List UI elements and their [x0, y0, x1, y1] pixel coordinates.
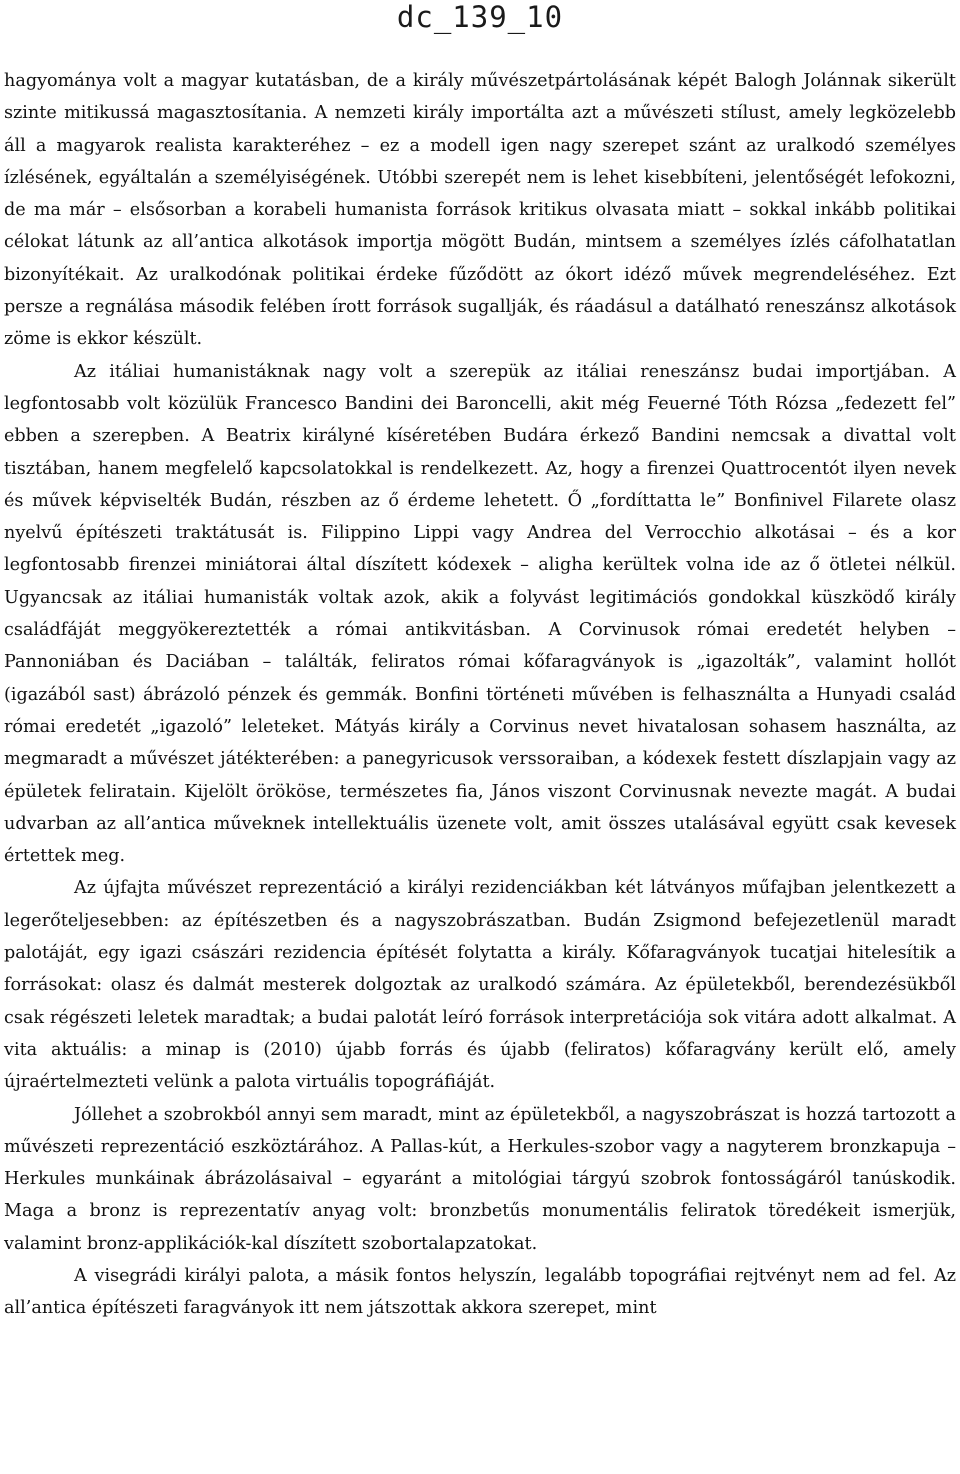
paragraph-2: Az itáliai humanistáknak nagy volt a szerepük az itáliai reneszánsz budai importjában. A legfontosabb volt közülük Francesco Bandini dei Baroncelli, akit még Feuerné Tóth Rózsa „fedezett fel” ebben a szerepben. A Beatrix királyné kíséretében Budára érkező Bandini nemcsak a divattal volt tisztában, hanem megfelelő kapcsolatokkal is rendelkezett. Az, hogy a firenzei Quattrocentót ilyen nevek és művek képviselték Budán, részben az ő érdeme lehetett. Ő „fordíttatta le” Bonfinivel Filarete olasz nyelvű építészeti traktátusát is. Filippino Lippi vagy Andrea del Verrocchio alkotásai – és a kor legfontosabb firenzei miniátorai által díszített kódexek – aligha kerültek volna ide az ő ötletei nélkül. Ugyancsak az itáliai humanisták voltak azok, akik a folyvást legitimációs gondokkal küszködő király családfáját meggyökereztették a római antikvitásban. A Corvinusok római eredetét helyben – Pannoniában és Daciában – találták, feliratos római kőfaragványok is „igazolták”, valamint hollót (igazából sast) ábrázoló pénzek és gemmák. Bonfini történeti művében is felhasználta a Hunyadi család római eredetét „igazoló” leleteket. Mátyás király a Corvinus nevet hivatalosan sohasem használta, az megmaradt a művészet játékterében: a panegyricusok verssoraiban, a kódexek festett díszlapjain vagy az épületek feliratain. Kijelölt örököse, természetes fia, János viszont Corvinusnak nevezte magát. A budai udvarban az all’antica műveknek intellektuális üzenete volt, amit összes utalásával együtt csak kevesek értettek meg. — [4, 361, 956, 867]
paragraph-5: A visegrádi királyi palota, a másik fontos helyszín, legalább topográfiai rejtvényt nem ad fel. Az all’antica építészeti faragványok itt nem játszottak akkora szerepet, mint — [4, 1265, 956, 1319]
paragraph-1: hagyománya volt a magyar kutatásban, de a király művészetpártolásának képét Balogh Jolánnak sikerült szinte mitikussá magasztosítania. A nemzeti király importálta azt a művészeti stílust, amely legközelebb áll a magyarok realista karakteréhez – ez a modell igen nagy szerepet szánt az uralkodó személyes ízlésének, egyáltalán a személyiségének. Utóbbi szerepét nem is lehet kisebbíteni, jelentőségét lefokozni, de ma már – elsősorban a korabeli humanista források kritikus olvasata miatt – sokkal inkább politikai célokat látunk az all’antica alkotások importja mögött Budán, mintsem a személyes ízlés cáfolhatatlan bizonyítékait. Az uralkodónak politikai érdeke fűződött az ókort idéző művek megrendeléséhez. Ezt persze a regnálása második felében írott források sugallják, és ráadásul a datálható reneszánsz alkotások zöme is ekkor készült. — [4, 71, 956, 350]
document-id-header: dc_139_10 — [396, 0, 564, 34]
document-body — [4, 65, 956, 1325]
paragraph-4: Jóllehet a szobrokból annyi sem maradt, mint az épületekből, a nagyszobrászat is hozzá tartozott a művészeti reprezentáció eszköztárához. A Pallas-kút, a Herkules-szobor vagy a nagyterem bronzkapuja – Herkules munkáinak ábrázolásaival – egyaránt a mitológiai tárgyú szobrok fontosságáról tanúskodik. Maga a bronz is reprezentatív anyag volt: bronzbetűs monumentális feliratok töredékeit ismerjük, valamint bronz-applikációk-kal díszített szobortalapzatokat. — [4, 1104, 956, 1254]
paragraph-3: Az újfajta művészet reprezentáció a királyi rezidenciákban két látványos műfajban jelentkezett a legerőteljesebben: az építészetben és a nagyszobrászatban. Budán Zsigmond befejezetlenül maradt palotáját, egy igazi császári rezidencia építését folytatta a király. Kőfaragványok tucatjai hitelesítik a forrásokat: olasz és dalmát mesterek dolgoztak az uralkodó számára. Az épületekből, berendezésükből csak régészeti leletek maradtak; a budai palotát leíró források interpretációja sok vitára adott alkalmat. A vita aktuális: a minap is (2010) újabb forrás és újabb (feliratos) kőfaragvány került elő, amely újraértelmezteti velünk a palota virtuális topográfiáját. — [4, 878, 956, 1093]
